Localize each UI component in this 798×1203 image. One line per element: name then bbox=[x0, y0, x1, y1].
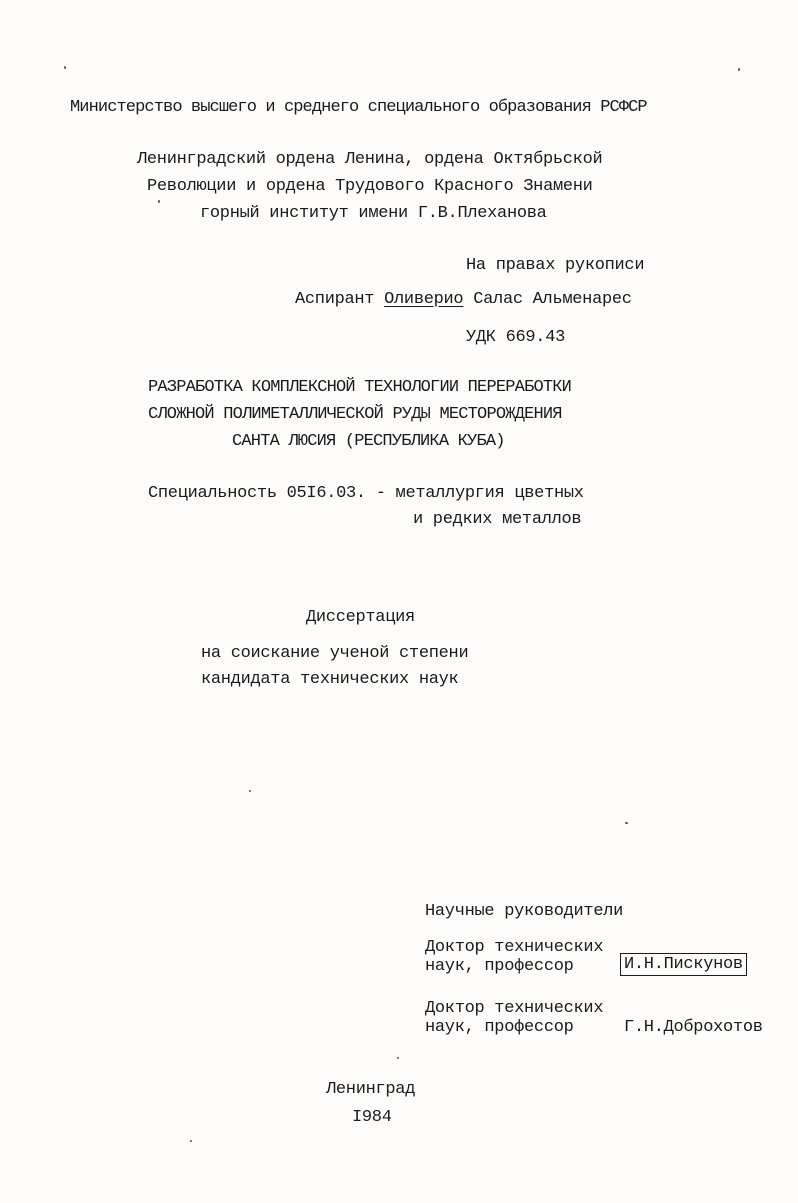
title-line-2: СЛОЖНОЙ ПОЛИМЕТАЛЛИЧЕСКОЙ РУДЫ МЕСТОРОЖДЕНИЯ bbox=[148, 405, 562, 424]
year: I984 bbox=[352, 1108, 392, 1127]
specialty-line-2: и редких металлов bbox=[413, 510, 582, 529]
supervisor-1-degree-line-1: Доктор технических bbox=[425, 938, 604, 957]
dissertation-line-1: на соискание ученой степени bbox=[201, 644, 469, 663]
paper-speck bbox=[397, 1057, 399, 1059]
paper-speck bbox=[190, 1140, 192, 1142]
city: Ленинград bbox=[326, 1080, 416, 1099]
paper-speck bbox=[738, 68, 740, 71]
author-prefix: Аспирант bbox=[295, 290, 375, 309]
paper-speck bbox=[64, 66, 66, 69]
institute-line-1: Ленинградский ордена Ленина, ордена Октябрьской bbox=[137, 150, 603, 169]
author-rest: Салас Альменарес bbox=[473, 290, 632, 309]
ministry-line: Министерство высшего и среднего специального образования РСФСР bbox=[70, 98, 647, 117]
author-first-name: Оливерио bbox=[384, 290, 464, 309]
title-line-3: САНТА ЛЮСИЯ (РЕСПУБЛИКА КУБА) bbox=[232, 432, 505, 451]
supervisor-2-degree-line-2: наук, профессор bbox=[425, 1018, 574, 1037]
paper-speck bbox=[158, 200, 160, 203]
institute-line-3: горный институт имени Г.В.Плеханова bbox=[200, 204, 547, 223]
udc-code: УДК 669.43 bbox=[466, 328, 566, 347]
author-line bbox=[295, 290, 632, 310]
supervisors-heading: Научные руководители bbox=[425, 902, 624, 921]
supervisor-1-name: И.Н.Пискунов bbox=[620, 953, 747, 976]
paper-speck bbox=[625, 822, 628, 824]
manuscript-note: На правах рукописи bbox=[466, 256, 645, 275]
supervisor-1-degree-line-2: наук, профессор bbox=[425, 957, 574, 976]
title-line-1: РАЗРАБОТКА КОМПЛЕКСНОЙ ТЕХНОЛОГИИ ПЕРЕРАБОТКИ bbox=[148, 378, 572, 397]
supervisor-2-name: Г.Н.Доброхотов bbox=[624, 1018, 763, 1037]
supervisor-2-degree-line-1: Доктор технических bbox=[425, 999, 604, 1018]
dissertation-heading: Диссертация bbox=[306, 608, 415, 627]
dissertation-line-2: кандидата технических наук bbox=[201, 670, 459, 689]
paper-speck bbox=[249, 790, 251, 792]
specialty-line-1: Специальность 05I6.03. - металлургия цветных bbox=[148, 484, 584, 503]
institute-line-2: Революции и ордена Трудового Красного Знамени bbox=[147, 177, 593, 196]
